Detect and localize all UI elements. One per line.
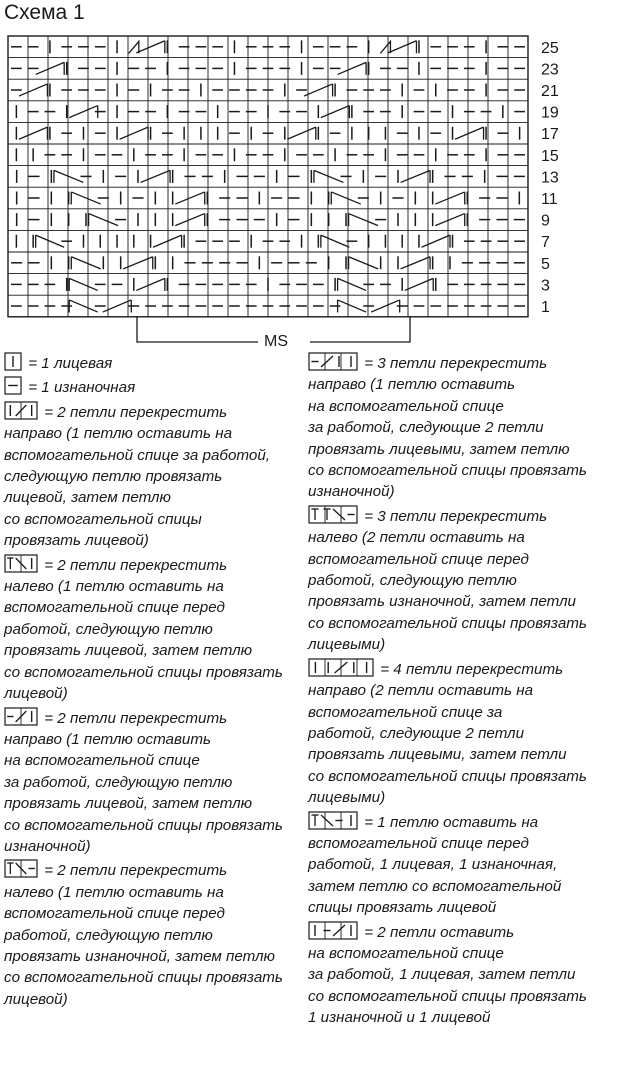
legend-text-line: за работой, 1 лицевая, затем петли — [308, 966, 576, 984]
cross-right-mark — [175, 192, 204, 204]
legend-text-line: провязать лицевой, затем петлю — [4, 642, 253, 660]
legend-heading — [308, 658, 618, 680]
cross-right-mark — [421, 235, 450, 247]
legend-text-line: спицы провязать лицевой — [308, 899, 497, 917]
row-number: 5 — [541, 255, 550, 273]
legend-text-line: вспомогательной спице перед — [308, 834, 529, 852]
legend-item-cr2k — [4, 401, 304, 552]
legend-symbol-box — [308, 811, 358, 830]
legend-symbol-k — [4, 352, 22, 371]
cross-left-mark — [89, 214, 118, 226]
cross-right-mark — [19, 127, 48, 139]
legend-text-line: налево (2 петли оставить на — [308, 529, 525, 547]
legend-text-line: изнаночной) — [308, 483, 395, 501]
cross-left-mark — [69, 278, 98, 290]
legend-text-line: за работой, следующие 2 петли — [308, 419, 544, 437]
legend-item-cr2p — [4, 707, 304, 858]
legend-item-cr4k — [308, 658, 618, 809]
legend-heading — [308, 811, 618, 833]
legend-heading-text: = 2 петли перекрестить — [40, 556, 228, 574]
cross-right-mark — [129, 41, 139, 53]
legend-symbol-box — [4, 352, 22, 371]
knitting-chart — [0, 0, 620, 352]
cross-right-mark — [153, 235, 182, 247]
legend-heading-text: = 4 петли перекрестить — [376, 660, 564, 678]
cross-right-mark — [120, 127, 149, 139]
cross-right-mark — [321, 106, 350, 118]
legend-text-line: лицевой) — [4, 685, 68, 703]
row-number-labels — [541, 40, 559, 316]
legend-text-line: работой, следующую петлю — [308, 572, 517, 590]
legend-text-line: со вспомогательной спицы провязать — [4, 969, 283, 987]
legend-text-line: работой, следующие 2 петли — [308, 724, 525, 742]
legend-text-line: вспомогательной спице за работой, — [4, 446, 271, 464]
cross-left-mark — [338, 300, 367, 312]
legend-item-cr3kpk — [308, 921, 618, 1029]
legend-heading — [308, 505, 618, 527]
legend-text-line: налево (1 петлю оставить на — [4, 883, 224, 901]
row-number: 25 — [541, 39, 559, 57]
row-number: 15 — [541, 147, 559, 165]
legend-symbol-box — [308, 921, 358, 940]
cross-right-mark — [401, 257, 430, 269]
cross-left-mark — [314, 170, 343, 182]
cross-left-mark — [349, 257, 378, 269]
cross-right-mark — [141, 170, 170, 182]
legend-text-line: со вспомогательной спицы провязать — [308, 767, 587, 785]
legend-heading — [4, 554, 304, 576]
legend-text-line: следующую петлю провязать — [4, 468, 223, 486]
legend-text-line: направо (1 петлю оставить — [4, 730, 212, 748]
legend-text-line: со вспомогательной спицы провязать — [4, 816, 283, 834]
legend-symbol-box — [4, 859, 38, 878]
legend-text-line: провязать лицевыми, затем петлю — [308, 440, 570, 458]
cross-left-mark — [321, 235, 350, 247]
legend-symbol-box — [4, 554, 38, 573]
legend-text-line: 1 изнаночной и 1 лицевой — [308, 1009, 491, 1027]
chart-title: Схема 1 — [4, 1, 85, 24]
row-number: 13 — [541, 169, 559, 187]
legend-heading — [4, 707, 304, 729]
legend-heading-text: = 1 лицевая — [24, 355, 113, 372]
cross-right-mark — [136, 278, 165, 290]
legend-heading-text: = 3 петли перекрестить — [360, 355, 548, 372]
legend-text-line: вспомогательной спице перед — [308, 550, 529, 568]
legend-text-line: изнаночной) — [4, 837, 91, 855]
cross-left-mark — [69, 300, 98, 312]
legend-symbol-box — [4, 376, 22, 395]
legend-heading-text: = 2 петли перекрестить — [40, 862, 228, 880]
legend-text-line: налево (1 петлю оставить на — [4, 578, 224, 596]
legend-heading — [4, 352, 304, 374]
cross-right-mark — [338, 62, 367, 74]
legend-symbol-box — [308, 505, 358, 524]
cross-right-mark — [380, 41, 390, 53]
cross-right-mark — [19, 84, 48, 96]
legend-text-line: со вспомогательной спицы провязать — [4, 663, 283, 681]
legend-text-line: лицевыми) — [308, 636, 386, 654]
cross-right-mark — [435, 192, 464, 204]
cross-right-mark — [371, 300, 400, 312]
legend-text-line: на вспомогательной спице — [308, 944, 504, 962]
legend-heading — [4, 376, 304, 398]
legend-text-line: провязать изнаночной, затем петли — [308, 593, 576, 611]
legend-symbol-box — [4, 707, 38, 726]
row-number: 17 — [541, 126, 559, 144]
legend-symbol-cl2p — [4, 859, 38, 878]
row-number: 1 — [541, 299, 550, 317]
row-number: 19 — [541, 104, 559, 122]
legend-text-line: работой, 1 лицевая, 1 изнаночная, — [308, 856, 558, 874]
legend-text-line: провязать лицевой) — [4, 532, 149, 550]
legend-column-right — [308, 352, 618, 1031]
row-number: 9 — [541, 212, 550, 230]
legend-symbol-cr2p — [4, 707, 38, 726]
legend-text-line: со вспомогательной спицы провязать — [308, 462, 587, 480]
legend-item-cr3p — [308, 352, 618, 503]
cross-right-mark — [175, 214, 204, 226]
cross-right-mark — [69, 106, 98, 118]
legend-symbol-cr4k — [308, 658, 374, 677]
legend-item-cl3kpk — [308, 811, 618, 919]
cross-right-mark — [388, 41, 417, 53]
cross-right-mark — [136, 41, 165, 53]
legend-symbol-cr3kpk — [308, 921, 358, 940]
legend-symbol-cl3kpk — [308, 811, 358, 830]
legend-symbol-cr2k — [4, 401, 38, 420]
legend-text-line: вспомогательной спице перед — [4, 905, 225, 923]
legend-item-cl3p — [308, 505, 618, 656]
legend-symbol-cl2k — [4, 554, 38, 573]
row-number: 7 — [541, 234, 550, 252]
legend-text-line: провязать лицевыми, затем петли — [308, 746, 567, 764]
cross-left-mark — [71, 192, 100, 204]
legend-heading — [4, 401, 304, 423]
legend-text-line: на вспомогательной спице — [4, 752, 200, 770]
legend-symbol-box — [4, 401, 38, 420]
ms-repeat-label: MS — [264, 333, 288, 350]
row-number: 23 — [541, 61, 559, 79]
legend-text-line: вспомогательной спице за — [308, 703, 503, 721]
cross-left-mark — [36, 235, 65, 247]
legend-text-line: лицевой) — [4, 990, 68, 1008]
legend-heading — [308, 921, 618, 943]
legend-heading-text: = 2 петли оставить — [360, 923, 515, 941]
legend-symbol-box — [308, 658, 374, 677]
cross-right-mark — [103, 300, 132, 312]
cross-right-mark — [435, 214, 464, 226]
legend-heading-text: = 3 петли перекрестить — [360, 507, 548, 525]
cross-right-mark — [36, 62, 65, 74]
cross-right-mark — [401, 170, 430, 182]
legend-text-line: направо (2 петли оставить на — [308, 682, 534, 700]
legend-text-line: со вспомогательной спицы — [4, 510, 202, 528]
legend-symbol-cl3p — [308, 505, 358, 524]
cross-right-mark — [455, 127, 484, 139]
cross-left-mark — [54, 170, 83, 182]
legend-text-line: со вспомогательной спицы провязать — [308, 987, 587, 1005]
legend-text-line: направо (1 петлю оставить — [308, 376, 516, 394]
legend-item-k — [4, 352, 304, 374]
legend-text-line: вспомогательной спице перед — [4, 599, 225, 617]
legend-text-line: лицевыми) — [308, 789, 386, 807]
legend-text-line: затем петлю со вспомогательной — [308, 877, 562, 895]
row-number: 21 — [541, 83, 559, 101]
legend-text-line: провязать лицевой, затем петлю — [4, 795, 253, 813]
legend-heading-text: = 1 петлю оставить на — [360, 813, 539, 831]
legend-text-line: работой, следующую петлю — [4, 620, 213, 638]
cross-left-mark — [331, 192, 360, 204]
legend-text-line: за работой, следующую петлю — [4, 773, 233, 791]
cross-right-mark — [405, 278, 434, 290]
legend-item-cl2p — [4, 859, 304, 1010]
legend-column-left — [4, 352, 304, 1012]
legend-symbol-box — [308, 352, 358, 371]
legend-heading-text: = 2 петли перекрестить — [40, 403, 228, 421]
cross-left-mark — [349, 214, 378, 226]
legend-item-p — [4, 376, 304, 398]
legend-heading — [4, 859, 304, 881]
legend-heading-text: = 2 петли перекрестить — [40, 709, 228, 727]
legend-text-line: провязать изнаночной, затем петлю — [4, 947, 275, 965]
cross-right-mark — [287, 127, 316, 139]
legend-text-line: направо (1 петлю оставить на — [4, 425, 233, 443]
legend-symbol-p — [4, 376, 22, 395]
legend-text-line: на вспомогательной спице — [308, 397, 504, 415]
cross-left-mark — [71, 257, 100, 269]
legend-heading-text: = 1 изнаночная — [24, 379, 136, 397]
legend-heading — [308, 352, 618, 374]
legend-text-line: лицевой, затем петлю — [4, 489, 171, 507]
cross-left-mark — [338, 278, 367, 290]
legend-text-line: работой, следующую петлю — [4, 926, 213, 944]
row-number: 3 — [541, 277, 550, 295]
row-number: 11 — [541, 191, 558, 209]
legend-text-line: со вспомогательной спицы провязать — [308, 614, 587, 632]
legend-item-cl2k — [4, 554, 304, 705]
legend-symbol-cr3p — [308, 352, 358, 371]
